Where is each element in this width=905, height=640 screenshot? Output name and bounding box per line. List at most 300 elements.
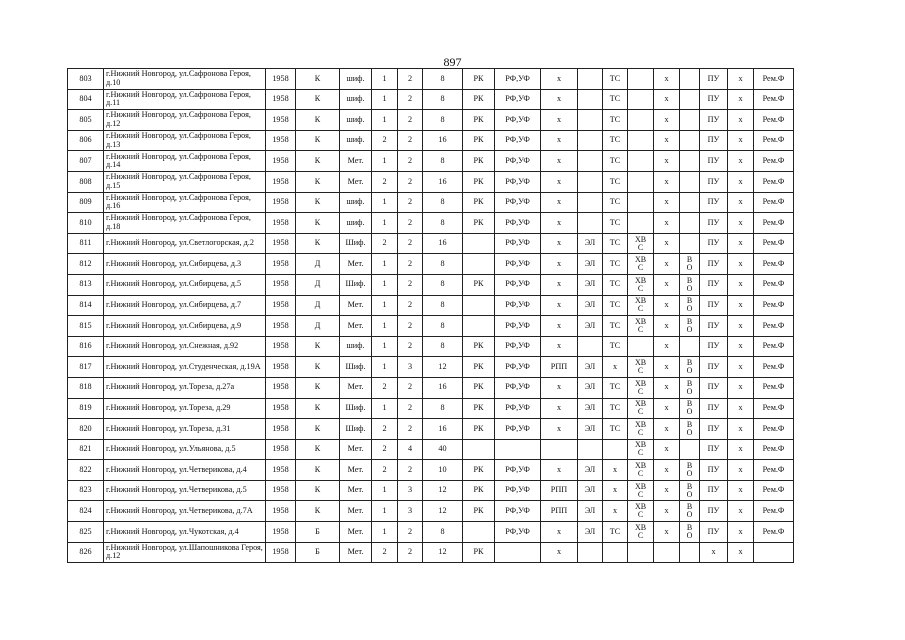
col-vo: В О — [680, 295, 700, 316]
col-x2: х — [728, 460, 754, 481]
col-pu: ПУ — [700, 254, 728, 275]
floors: 2 — [398, 522, 423, 543]
col-remf: Рем.Ф — [754, 336, 794, 357]
row-number: 810 — [68, 213, 104, 234]
row-number: 818 — [68, 377, 104, 398]
col-x: х — [654, 130, 680, 151]
col-rpp: х — [541, 110, 578, 131]
col-rf-uf: РФ,УФ — [495, 233, 541, 254]
table-row — [68, 254, 794, 275]
col-remf: Рем.Ф — [754, 69, 794, 90]
floors: 2 — [398, 89, 423, 110]
col-vo — [680, 69, 700, 90]
year-built: 1958 — [266, 274, 296, 295]
col-hvs — [628, 336, 654, 357]
floors: 3 — [398, 480, 423, 501]
col-hvs — [628, 151, 654, 172]
col-x2: х — [728, 336, 754, 357]
row-number: 805 — [68, 110, 104, 131]
roof-type: Мет. — [340, 316, 372, 337]
roof-type: Мет. — [340, 501, 372, 522]
col-rk: РК — [463, 542, 495, 563]
apartments: 12 — [423, 542, 463, 563]
col-hvs — [628, 542, 654, 563]
floors: 2 — [398, 542, 423, 563]
year-built: 1958 — [266, 522, 296, 543]
col-el — [578, 151, 603, 172]
col-x: х — [654, 336, 680, 357]
col-rf-uf: РФ,УФ — [495, 316, 541, 337]
col-pu: ПУ — [700, 233, 728, 254]
year-built: 1958 — [266, 357, 296, 378]
row-number: 820 — [68, 419, 104, 440]
year-built: 1958 — [266, 419, 296, 440]
col-hvs: ХВ С — [628, 419, 654, 440]
col-pu: ПУ — [700, 213, 728, 234]
floors: 2 — [398, 254, 423, 275]
roof-type: Мет. — [340, 254, 372, 275]
col-x: х — [654, 89, 680, 110]
col-remf: Рем.Ф — [754, 398, 794, 419]
col-x: х — [654, 398, 680, 419]
col-hvs: ХВ С — [628, 501, 654, 522]
entrances: 1 — [372, 522, 398, 543]
col-hvs: ХВ С — [628, 460, 654, 481]
col-x: х — [654, 316, 680, 337]
col-rpp: х — [541, 377, 578, 398]
year-built: 1958 — [266, 171, 296, 192]
apartments: 8 — [423, 316, 463, 337]
address: г.Нижний Новгород, ул.Шапошникова Героя, д.12 — [104, 542, 266, 563]
apartments: 8 — [423, 522, 463, 543]
col-x2: х — [728, 501, 754, 522]
col-el — [578, 336, 603, 357]
roof-type: шиф. — [340, 110, 372, 131]
col-el: ЭЛ — [578, 254, 603, 275]
apartments: 16 — [423, 419, 463, 440]
col-remf: Рем.Ф — [754, 295, 794, 316]
floors: 2 — [398, 295, 423, 316]
col-rf-uf: РФ,УФ — [495, 69, 541, 90]
address: г.Нижний Новгород, ул.Четверикова, д.7А — [104, 501, 266, 522]
col-x: х — [654, 439, 680, 460]
address: г.Нижний Новгород, ул.Сафронова Героя, д.16 — [104, 192, 266, 213]
material: К — [296, 480, 340, 501]
year-built: 1958 — [266, 460, 296, 481]
row-number: 823 — [68, 480, 104, 501]
entrances: 1 — [372, 398, 398, 419]
col-x: х — [654, 151, 680, 172]
col-vo: В О — [680, 377, 700, 398]
col-el — [578, 192, 603, 213]
col-rpp: х — [541, 89, 578, 110]
col-remf: Рем.Ф — [754, 192, 794, 213]
floors: 2 — [398, 336, 423, 357]
col-rpp: РПП — [541, 501, 578, 522]
col-ts: ТС — [603, 316, 628, 337]
col-vo: В О — [680, 480, 700, 501]
entrances: 2 — [372, 419, 398, 440]
col-rk — [463, 316, 495, 337]
col-x: х — [654, 110, 680, 131]
col-ts: ТС — [603, 419, 628, 440]
apartments: 8 — [423, 398, 463, 419]
col-x: х — [654, 522, 680, 543]
col-hvs — [628, 69, 654, 90]
row-number: 822 — [68, 460, 104, 481]
col-rf-uf: РФ,УФ — [495, 501, 541, 522]
col-rf-uf: РФ,УФ — [495, 357, 541, 378]
col-rf-uf: РФ,УФ — [495, 254, 541, 275]
material: К — [296, 419, 340, 440]
col-el: ЭЛ — [578, 460, 603, 481]
col-hvs — [628, 192, 654, 213]
roof-type: шиф. — [340, 213, 372, 234]
apartments: 8 — [423, 69, 463, 90]
col-rpp: х — [541, 419, 578, 440]
col-x: х — [654, 213, 680, 234]
col-rk — [463, 439, 495, 460]
col-x2: х — [728, 89, 754, 110]
col-remf: Рем.Ф — [754, 377, 794, 398]
col-rpp: х — [541, 254, 578, 275]
col-el — [578, 110, 603, 131]
col-rk: РК — [463, 110, 495, 131]
col-remf: Рем.Ф — [754, 171, 794, 192]
col-vo: В О — [680, 460, 700, 481]
row-number: 825 — [68, 522, 104, 543]
col-hvs: ХВ С — [628, 274, 654, 295]
material: К — [296, 439, 340, 460]
col-x2: х — [728, 398, 754, 419]
address: г.Нижний Новгород, ул.Четверикова, д.4 — [104, 460, 266, 481]
table-row — [68, 501, 794, 522]
col-x2: х — [728, 439, 754, 460]
col-rk: РК — [463, 274, 495, 295]
address: г.Нижний Новгород, ул.Снежная, д.92 — [104, 336, 266, 357]
address: г.Нижний Новгород, ул.Чукотская, д.4 — [104, 522, 266, 543]
col-rpp: РПП — [541, 480, 578, 501]
floors: 2 — [398, 192, 423, 213]
col-vo: В О — [680, 254, 700, 275]
col-rf-uf: РФ,УФ — [495, 480, 541, 501]
material: Д — [296, 254, 340, 275]
table-row — [68, 213, 794, 234]
col-rk: РК — [463, 357, 495, 378]
row-number: 809 — [68, 192, 104, 213]
col-rk: РК — [463, 130, 495, 151]
table-row — [68, 274, 794, 295]
material: К — [296, 89, 340, 110]
col-rpp: х — [541, 213, 578, 234]
col-rpp: х — [541, 274, 578, 295]
col-vo — [680, 213, 700, 234]
apartments: 8 — [423, 213, 463, 234]
roof-type: Мет. — [340, 377, 372, 398]
col-rf-uf — [495, 542, 541, 563]
year-built: 1958 — [266, 336, 296, 357]
col-rpp: х — [541, 69, 578, 90]
floors: 2 — [398, 69, 423, 90]
address: г.Нижний Новгород, ул.Сафронова Героя, д.18 — [104, 213, 266, 234]
year-built: 1958 — [266, 501, 296, 522]
year-built: 1958 — [266, 480, 296, 501]
col-remf: Рем.Ф — [754, 213, 794, 234]
table-row — [68, 171, 794, 192]
col-rk: РК — [463, 69, 495, 90]
col-remf: Рем.Ф — [754, 254, 794, 275]
col-remf: Рем.Ф — [754, 357, 794, 378]
col-vo — [680, 233, 700, 254]
floors: 2 — [398, 316, 423, 337]
col-rk: РК — [463, 501, 495, 522]
col-remf: Рем.Ф — [754, 480, 794, 501]
table-row — [68, 316, 794, 337]
col-hvs — [628, 89, 654, 110]
col-vo: В О — [680, 274, 700, 295]
col-rk: РК — [463, 460, 495, 481]
col-x: х — [654, 460, 680, 481]
col-vo: В О — [680, 357, 700, 378]
year-built: 1958 — [266, 192, 296, 213]
roof-type: Шиф. — [340, 274, 372, 295]
entrances: 2 — [372, 233, 398, 254]
table-row — [68, 522, 794, 543]
col-vo: В О — [680, 398, 700, 419]
col-remf: Рем.Ф — [754, 522, 794, 543]
address: г.Нижний Новгород, ул.Сафронова Героя, д.11 — [104, 89, 266, 110]
apartments: 16 — [423, 377, 463, 398]
col-pu: ПУ — [700, 295, 728, 316]
floors: 2 — [398, 274, 423, 295]
material: К — [296, 110, 340, 131]
col-vo — [680, 171, 700, 192]
col-rk: РК — [463, 480, 495, 501]
entrances: 1 — [372, 192, 398, 213]
col-rf-uf — [495, 439, 541, 460]
col-ts: ТС — [603, 522, 628, 543]
col-rf-uf: РФ,УФ — [495, 377, 541, 398]
col-pu: ПУ — [700, 110, 728, 131]
table-row — [68, 69, 794, 90]
col-remf: Рем.Ф — [754, 439, 794, 460]
material: К — [296, 69, 340, 90]
col-pu: ПУ — [700, 439, 728, 460]
address: г.Нижний Новгород, ул.Сафронова Героя, д.15 — [104, 171, 266, 192]
floors: 2 — [398, 130, 423, 151]
address: г.Нижний Новгород, ул.Ульянова, д.5 — [104, 439, 266, 460]
floors: 4 — [398, 439, 423, 460]
col-x: х — [654, 419, 680, 440]
entrances: 1 — [372, 316, 398, 337]
col-vo — [680, 110, 700, 131]
roof-type: Мет. — [340, 171, 372, 192]
material: Б — [296, 522, 340, 543]
table-row — [68, 151, 794, 172]
col-pu: ПУ — [700, 480, 728, 501]
col-x2: х — [728, 171, 754, 192]
housing-register-table — [67, 68, 794, 563]
col-ts: ТС — [603, 110, 628, 131]
apartments: 8 — [423, 274, 463, 295]
row-number: 824 — [68, 501, 104, 522]
material: К — [296, 213, 340, 234]
address: г.Нижний Новгород, ул.Сибирцева, д.7 — [104, 295, 266, 316]
col-rk: РК — [463, 377, 495, 398]
material: К — [296, 336, 340, 357]
col-el — [578, 439, 603, 460]
floors: 2 — [398, 377, 423, 398]
col-vo: В О — [680, 501, 700, 522]
apartments: 8 — [423, 110, 463, 131]
apartments: 8 — [423, 336, 463, 357]
material: Д — [296, 295, 340, 316]
col-remf: Рем.Ф — [754, 460, 794, 481]
col-rk — [463, 254, 495, 275]
col-x — [654, 542, 680, 563]
col-ts: х — [603, 357, 628, 378]
col-pu: ПУ — [700, 501, 728, 522]
row-number: 816 — [68, 336, 104, 357]
col-x: х — [654, 357, 680, 378]
col-x2: х — [728, 151, 754, 172]
col-rpp: х — [541, 522, 578, 543]
col-x: х — [654, 295, 680, 316]
col-vo — [680, 439, 700, 460]
col-rpp — [541, 439, 578, 460]
material: К — [296, 151, 340, 172]
apartments: 16 — [423, 130, 463, 151]
col-ts: ТС — [603, 254, 628, 275]
table-row — [68, 233, 794, 254]
year-built: 1958 — [266, 110, 296, 131]
col-el: ЭЛ — [578, 501, 603, 522]
material: К — [296, 398, 340, 419]
apartments: 10 — [423, 460, 463, 481]
table-row — [68, 460, 794, 481]
entrances: 1 — [372, 89, 398, 110]
col-remf: Рем.Ф — [754, 419, 794, 440]
col-ts: ТС — [603, 398, 628, 419]
roof-type: Мет. — [340, 542, 372, 563]
apartments: 12 — [423, 501, 463, 522]
entrances: 1 — [372, 151, 398, 172]
apartments: 8 — [423, 192, 463, 213]
col-rf-uf: РФ,УФ — [495, 110, 541, 131]
col-el: ЭЛ — [578, 357, 603, 378]
col-rk — [463, 522, 495, 543]
col-x2: х — [728, 192, 754, 213]
year-built: 1958 — [266, 233, 296, 254]
material: Б — [296, 542, 340, 563]
table-row — [68, 336, 794, 357]
col-ts: х — [603, 460, 628, 481]
col-x2: х — [728, 295, 754, 316]
entrances: 1 — [372, 480, 398, 501]
col-hvs — [628, 171, 654, 192]
col-hvs: ХВ С — [628, 295, 654, 316]
address: г.Нижний Новгород, ул.Сибирцева, д.9 — [104, 316, 266, 337]
table-row — [68, 419, 794, 440]
roof-type: шиф. — [340, 130, 372, 151]
col-rk: РК — [463, 419, 495, 440]
row-number: 803 — [68, 69, 104, 90]
col-hvs: ХВ С — [628, 398, 654, 419]
floors: 2 — [398, 460, 423, 481]
col-rpp: х — [541, 130, 578, 151]
col-pu: ПУ — [700, 89, 728, 110]
address: г.Нижний Новгород, ул.Сафронова Героя, д.14 — [104, 151, 266, 172]
col-vo — [680, 542, 700, 563]
col-rk: РК — [463, 151, 495, 172]
floors: 2 — [398, 151, 423, 172]
year-built: 1958 — [266, 377, 296, 398]
col-el: ЭЛ — [578, 419, 603, 440]
row-number: 814 — [68, 295, 104, 316]
col-pu: ПУ — [700, 377, 728, 398]
col-rf-uf: РФ,УФ — [495, 398, 541, 419]
col-ts: ТС — [603, 171, 628, 192]
col-rk: РК — [463, 89, 495, 110]
table-row — [68, 480, 794, 501]
entrances: 1 — [372, 501, 398, 522]
col-pu: ПУ — [700, 316, 728, 337]
apartments: 16 — [423, 233, 463, 254]
col-remf: Рем.Ф — [754, 110, 794, 131]
material: Д — [296, 316, 340, 337]
col-rpp: х — [541, 398, 578, 419]
col-rpp: х — [541, 192, 578, 213]
address: г.Нижний Новгород, ул.Сибирцева, д.3 — [104, 254, 266, 275]
material: К — [296, 460, 340, 481]
col-x: х — [654, 69, 680, 90]
floors: 2 — [398, 419, 423, 440]
col-el: ЭЛ — [578, 295, 603, 316]
address: г.Нижний Новгород, ул.Сибирцева, д.5 — [104, 274, 266, 295]
address: г.Нижний Новгород, ул.Четверикова, д.5 — [104, 480, 266, 501]
col-x2: х — [728, 110, 754, 131]
col-ts: ТС — [603, 69, 628, 90]
entrances: 1 — [372, 274, 398, 295]
apartments: 8 — [423, 151, 463, 172]
floors: 2 — [398, 110, 423, 131]
col-vo — [680, 130, 700, 151]
col-x: х — [654, 171, 680, 192]
year-built: 1958 — [266, 542, 296, 563]
col-hvs — [628, 213, 654, 234]
address: г.Нижний Новгород, ул.Сафронова Героя, д.12 — [104, 110, 266, 131]
col-rk: РК — [463, 213, 495, 234]
col-el — [578, 542, 603, 563]
col-rf-uf: РФ,УФ — [495, 419, 541, 440]
entrances: 1 — [372, 357, 398, 378]
address: г.Нижний Новгород, ул.Тореза, д.31 — [104, 419, 266, 440]
col-vo: В О — [680, 522, 700, 543]
row-number: 817 — [68, 357, 104, 378]
col-pu: ПУ — [700, 357, 728, 378]
address: г.Нижний Новгород, ул.Тореза, д.29 — [104, 398, 266, 419]
row-number: 815 — [68, 316, 104, 337]
col-rf-uf: РФ,УФ — [495, 192, 541, 213]
col-el: ЭЛ — [578, 233, 603, 254]
col-hvs: ХВ С — [628, 522, 654, 543]
col-x2: х — [728, 233, 754, 254]
floors: 3 — [398, 357, 423, 378]
entrances: 2 — [372, 439, 398, 460]
table-row — [68, 357, 794, 378]
col-el — [578, 69, 603, 90]
year-built: 1958 — [266, 69, 296, 90]
